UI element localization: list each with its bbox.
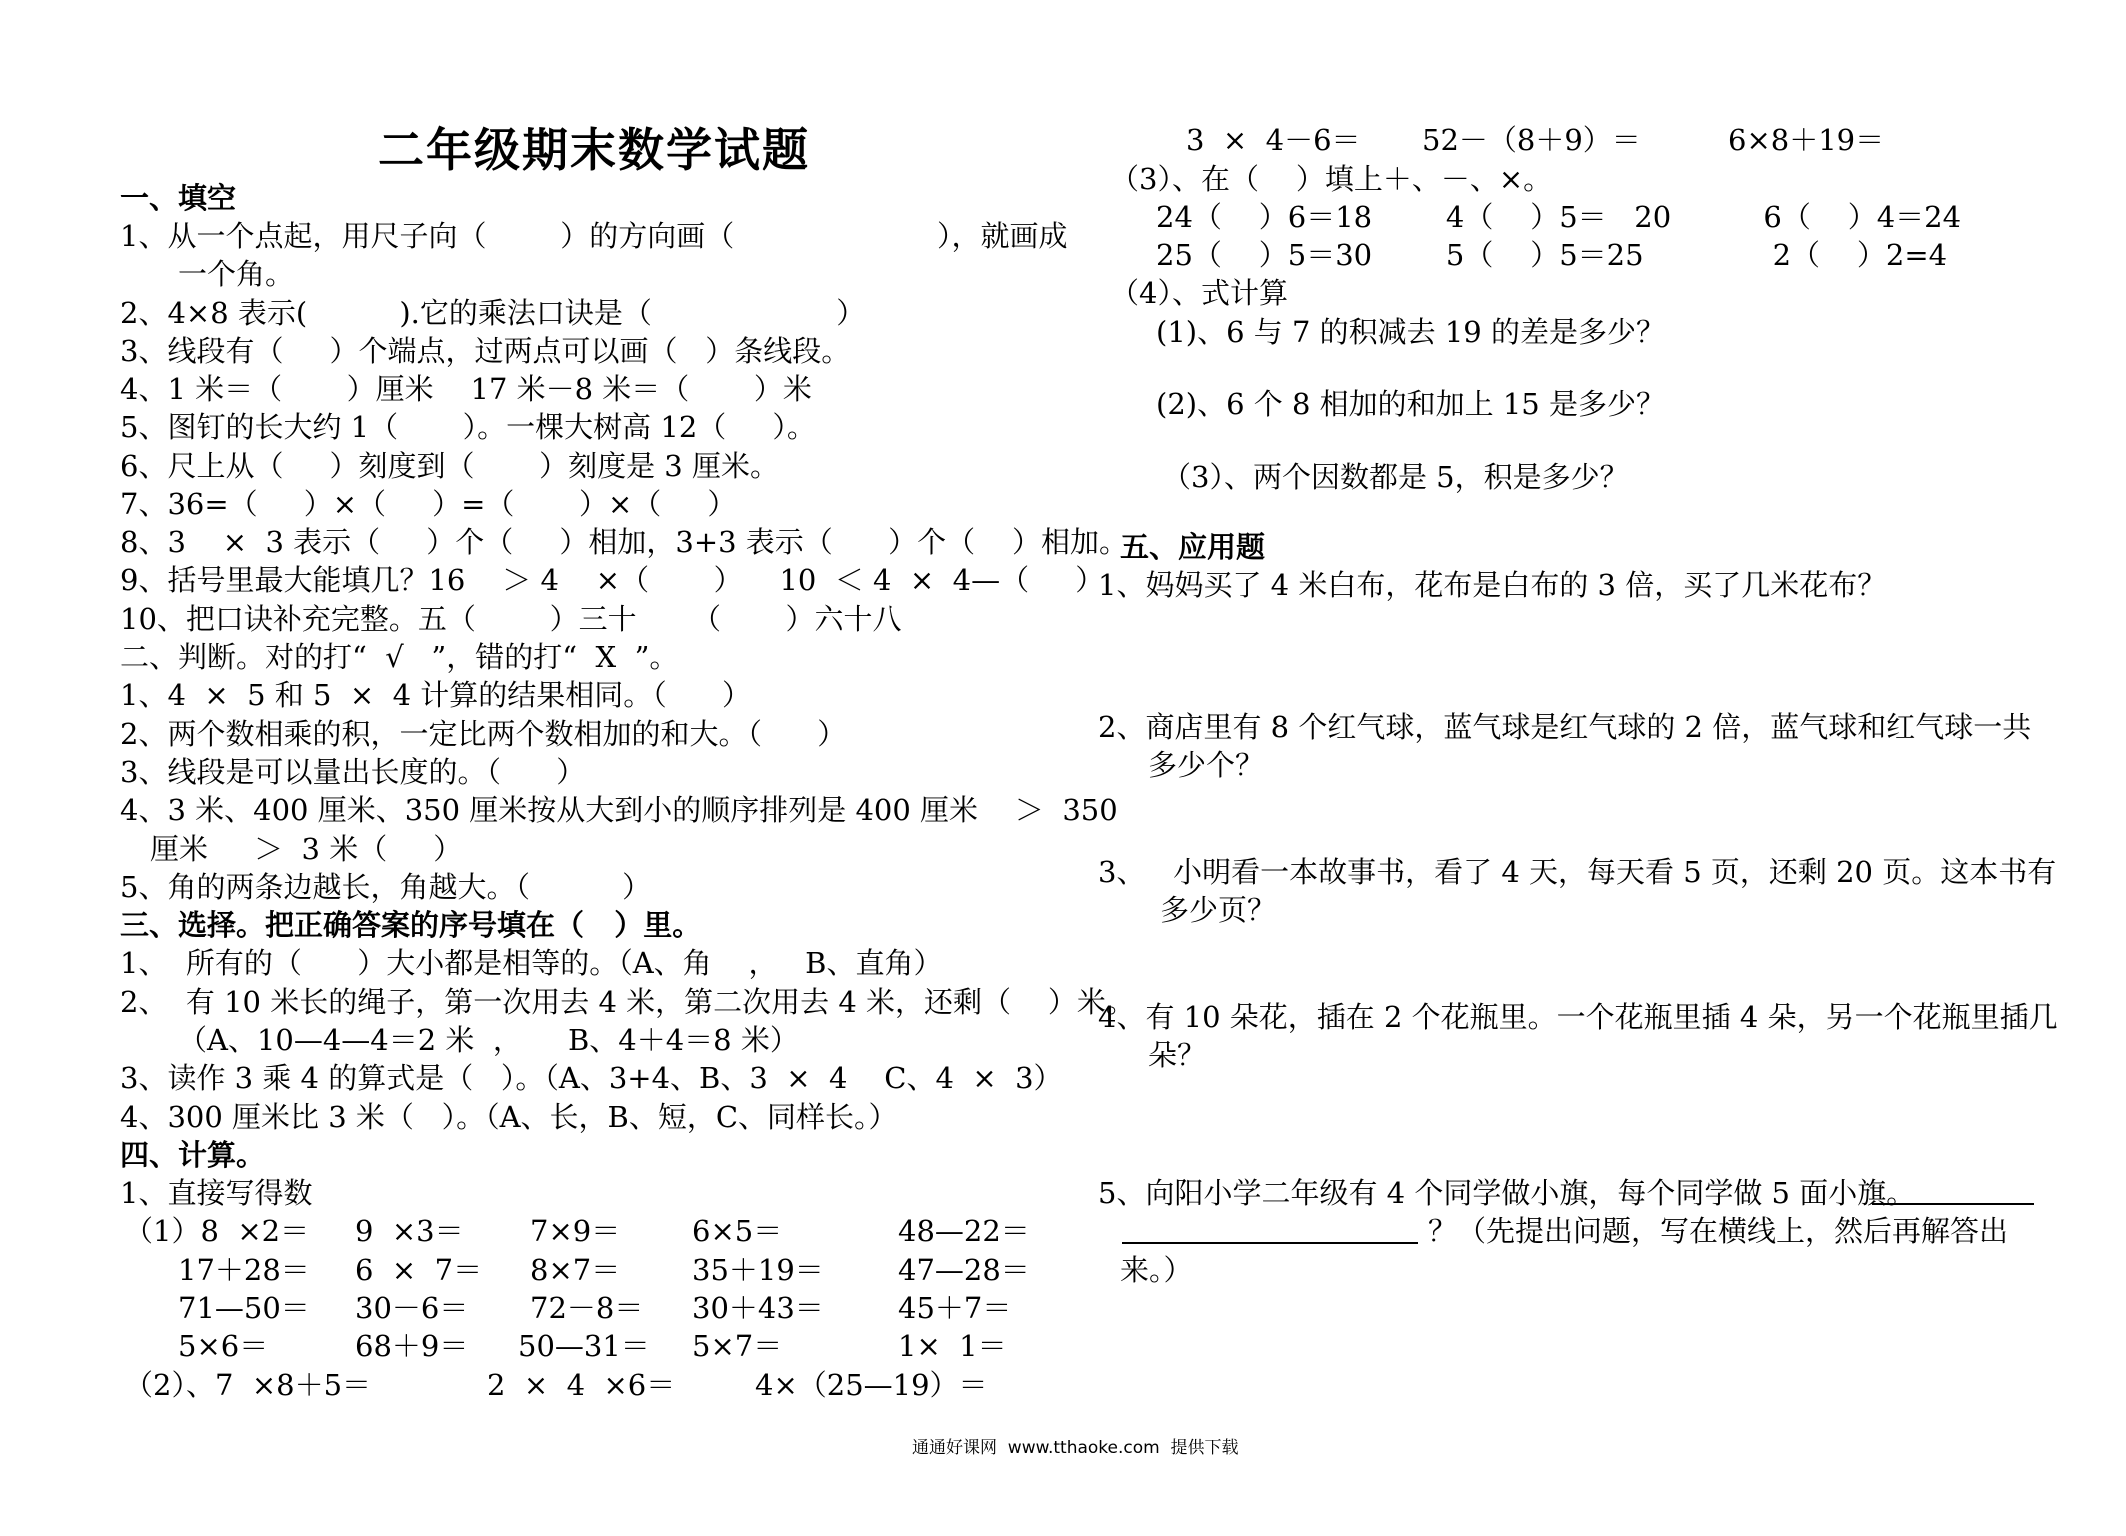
- calc-item: 6 × 7＝: [355, 1253, 483, 1287]
- section-heading-choice: 三、选择。把正确答案的序号填在（ ）里。: [120, 908, 702, 942]
- calc-item: 2 × 4 ×6＝: [487, 1368, 676, 1402]
- question-text: （4）、式计算: [1110, 276, 1288, 310]
- question-text: 2、 有 10 米长的绳子，第一次用去 4 米，第二次用去 4 米，还剩（ ）米。: [120, 985, 1135, 1019]
- calc-item: （2）、7 ×8＋5＝: [124, 1368, 372, 1402]
- question-text: 厘米 ＞ 3 米（ ）: [150, 832, 463, 866]
- question-text: (2)、6 个 8 相加的和加上 15 是多少？: [1156, 387, 1665, 421]
- calc-item: 1× 1＝: [898, 1329, 1007, 1363]
- question-text: 4、1 米＝（ ）厘米 17 米－8 米＝（ ）米: [120, 372, 812, 406]
- calc-item: （1）8 ×2＝: [124, 1214, 310, 1248]
- calc-item: 5×7＝: [692, 1329, 783, 1363]
- question-text: 3、 小明看一本故事书，看了 4 天，每天看 5 页，还剩 20 页。这本书有: [1098, 855, 2057, 889]
- question-text: （A、10—4—4＝2 米 ， B、4＋4＝8 米）: [178, 1023, 799, 1057]
- calc-item: 48—22＝: [898, 1214, 1030, 1248]
- question-text: 9、括号里最大能填几？16 ＞ 4 ×（ ） 10 ＜ 4 × 4—（ ）: [120, 563, 1105, 597]
- question-text: 4、有 10 朵花，插在 2 个花瓶里。一个花瓶里插 4 朵，另一个花瓶里插几: [1098, 1000, 2058, 1034]
- question-text: 5、向阳小学二年级有 4 个同学做小旗，每个同学做 5 面小旗。: [1098, 1176, 1916, 1210]
- question-text: （3）、两个因数都是 5，积是多少？: [1162, 460, 1629, 494]
- question-text: 1、4 × 5 和 5 × 4 计算的结果相同。（ ）: [120, 678, 752, 712]
- question-text: 5、图钉的长大约 1（ ）。一棵大树高 12（ ）。: [120, 410, 816, 444]
- calc-item: 4×（25—19）＝: [755, 1368, 988, 1402]
- calc-item: 45＋7＝: [898, 1291, 1012, 1325]
- answer-line: [1122, 1242, 1418, 1244]
- question-text: 3、线段有（ ）个端点，过两点可以画（ ）条线段。: [120, 334, 851, 368]
- question-text: 25（ ）5＝30 5（ ）5＝25 2（ ）2=4: [1156, 238, 1948, 272]
- calc-item: 35＋19＝: [692, 1253, 824, 1287]
- question-text: 4、300 厘米比 3 米（ ）。（A、长，B、短，C、同样长。）: [120, 1100, 898, 1134]
- calc-item: 52－（8＋9）＝: [1422, 123, 1641, 157]
- footer-text: 通通好课网 www.tthaoke.com 提供下载: [912, 1438, 1239, 1458]
- calc-item: 7×9＝: [530, 1214, 621, 1248]
- question-text: ？（先提出问题，写在横线上，然后再解答出: [1428, 1214, 2009, 1248]
- question-text: 1、从一个点起，用尺子向（ ）的方向画（ ），就画成: [120, 219, 1068, 253]
- calc-item: 68＋9＝: [355, 1329, 469, 1363]
- question-text: 多少个？: [1148, 748, 1265, 782]
- question-text: 来。）: [1120, 1253, 1193, 1287]
- answer-line: [1872, 1203, 2034, 1205]
- question-text: 4、3 米、400 厘米、350 厘米按从大到小的顺序排列是 400 厘米 ＞ 350: [120, 793, 1118, 827]
- question-text: 3、线段是可以量出长度的。（ ）: [120, 755, 586, 789]
- calc-item: 3 × 4－6＝: [1186, 123, 1361, 157]
- question-text: 1、 所有的（ ）大小都是相等的。（A、角 ， B、直角）: [120, 946, 943, 980]
- calc-item: 30＋43＝: [692, 1291, 824, 1325]
- question-text: 10、把口诀补充完整。五（ ）三十 （ ）六十八: [120, 602, 902, 636]
- calc-item: 71—50＝: [178, 1291, 310, 1325]
- question-text: 一个角。: [178, 257, 295, 291]
- question-text: 1、直接写得数: [120, 1176, 313, 1210]
- question-text: 8、3 × 3 表示（ ）个（ ）相加，3+3 表示（ ）个（ ）相加。: [120, 525, 1128, 559]
- question-text: 2、两个数相乘的积，一定比两个数相加的和大。（ ）: [120, 717, 847, 751]
- calc-item: 17＋28＝: [178, 1253, 310, 1287]
- calc-item: 50—31＝: [518, 1329, 650, 1363]
- section-heading-fill: 一、填空: [120, 181, 237, 215]
- calc-item: 72－8＝: [530, 1291, 644, 1325]
- question-text: (1)、6 与 7 的积减去 19 的差是多少？: [1156, 315, 1665, 349]
- section-heading-word-problems: 五、应用题: [1120, 530, 1266, 564]
- page-title: 二年级期末数学试题: [378, 123, 810, 177]
- question-text: 2、商店里有 8 个红气球，蓝气球是红气球的 2 倍，蓝气球和红气球一共: [1098, 710, 2032, 744]
- question-text: 3、读作 3 乘 4 的算式是（ ）。（A、3+4、B、3 × 4 C、4 × 3）: [120, 1061, 1063, 1095]
- question-text: （3）、在（ ）填上＋、－、×。: [1110, 162, 1553, 196]
- calc-item: 6×5＝: [692, 1214, 783, 1248]
- question-text: 7、36=（ ）×（ ）=（ ）×（ ）: [120, 487, 737, 521]
- question-text: 6、尺上从（ ）刻度到（ ）刻度是 3 厘米。: [120, 449, 779, 483]
- question-text: 朵？: [1148, 1038, 1207, 1072]
- calc-item: 6×8＋19＝: [1728, 123, 1885, 157]
- calc-item: 9 ×3＝: [355, 1214, 464, 1248]
- calc-item: 8×7＝: [530, 1253, 621, 1287]
- calc-item: 30－6＝: [355, 1291, 469, 1325]
- calc-item: 47—28＝: [898, 1253, 1030, 1287]
- calc-item: 5×6＝: [178, 1329, 269, 1363]
- question-text: 1、妈妈买了 4 米白布，花布是白布的 3 倍，买了几米花布？: [1098, 568, 1887, 602]
- section-heading-judge: 二、判断。对的打“ √ ”，错的打“ X ”。: [120, 640, 679, 674]
- question-text: 24（ ）6＝18 4（ ）5＝ 20 6（ ）4＝24: [1156, 200, 1962, 234]
- section-heading-calc: 四、计算。: [120, 1138, 266, 1172]
- question-text: 多少页？: [1160, 893, 1277, 927]
- question-text: 5、角的两条边越长，角越大。（ ）: [120, 870, 652, 904]
- question-text: 2、4×8 表示( ).它的乘法口诀是（ ）: [120, 296, 866, 330]
